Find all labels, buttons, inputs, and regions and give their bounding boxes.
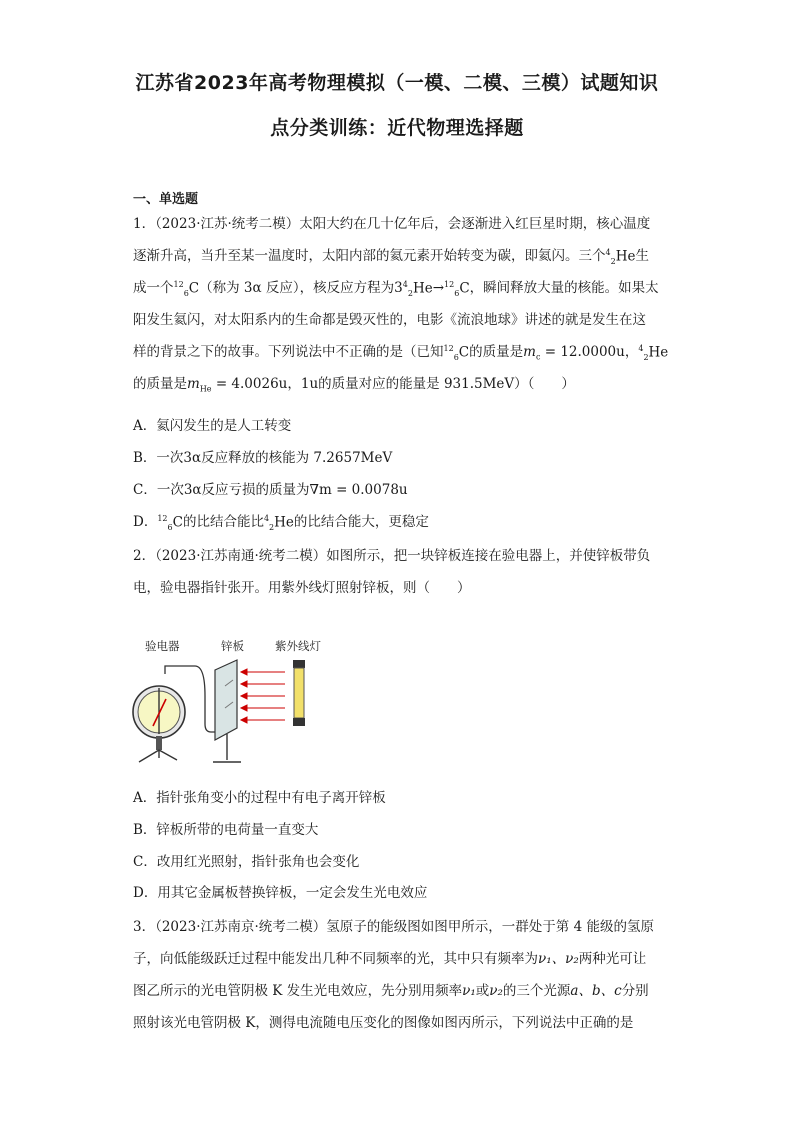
q1-line4: 阳发生氦闪，对太阳系内的生命都是毁灭性的，电影《流浪地球》讲述的就是发生在这: [133, 312, 646, 328]
q1-option-d: D．$^{12}_6$C的比结合能比$^4_2$He的比结合能大，更稳定: [133, 513, 429, 532]
reaction-equation: $3^4_2He\to^{12}_6C$: [394, 279, 470, 298]
document-title-line1: 江苏省2023年高考物理模拟（一模、二模、三模）试题知识: [135, 72, 659, 94]
q2-option-d: D．用其它金属板替换锌板，一定会发生光电效应: [133, 885, 428, 901]
q1-line6: 的质量是$m_{He} = 4.0026u$，1u的质量对应的能量是 931.5MeV）（ ）: [133, 376, 575, 394]
q1-option-a: A．氦闪发生的是人工转变: [133, 418, 292, 434]
q1-option-b: B．一次3α反应释放的核能为 7.2657MeV: [133, 450, 393, 466]
q1-line1: 1．（2023·江苏·统考二模）太阳大约在几十亿年后，会逐渐进入红巨星时期，核心温度: [133, 216, 651, 232]
figure-label-zinc-plate: 锌板: [221, 639, 244, 653]
q2-option-c: C．改用红光照射，指针张角也会变化: [133, 854, 360, 870]
q3-line4: 照射该光电管阴极 K，测得电流随电压变化的图像如图丙所示，下列说法中正确的是: [133, 1015, 634, 1031]
q1-line5: 样的背景之下的故事。下列说法中不正确的是（已知$^{12}_6$C的质量是$m_c = 12.0000u$，$^4_2$He: [133, 343, 669, 362]
document-title-line2: 点分类训练：近代物理选择题: [270, 117, 524, 139]
q1-option-c: C．一次3α反应亏损的质量为∇m = 0.0078u: [133, 482, 408, 498]
electroscope-figure: [125, 636, 340, 766]
q3-line2: 子，向低能级跃迁过程中能发出几种不同频率的光，其中只有频率为ν₁、ν₂两种光可让: [133, 951, 647, 967]
q3-line3: 图乙所示的光电管阴极 K 发生光电效应，先分别用频率ν₁或ν₂的三个光源a、b、c分别: [133, 983, 649, 999]
q2-line2: 电，验电器指针张开。用紫外线灯照射锌板，则（ ）: [133, 580, 471, 596]
q2-option-b: B．锌板所带的电荷量一直变大: [133, 822, 319, 838]
q1-line2: 逐渐升高，当升至某一温度时，太阳内部的氦元素开始转变为碳，即氦闪。三个$^4_2$He生: [133, 247, 649, 266]
q3-line1: 3．（2023·江苏南京·统考二模）氢原子的能级图如图甲所示，一群处于第 4 能级的氢原: [133, 919, 654, 935]
figure-label-electroscope: 验电器: [145, 639, 180, 653]
q1-line3: 成一个$^{12}_6$C（称为 3α 反应），核反应方程为$3^4_2He\to^{12}_6C$，瞬间释放大量的核能。如果太: [133, 279, 659, 298]
q2-option-a: A．指针张角变小的过程中有电子离开锌板: [133, 790, 386, 806]
section-heading: 一、单选题: [133, 192, 199, 207]
q2-line1: 2．（2023·江苏南通·统考二模）如图所示，把一块锌板连接在验电器上，并使锌板带负: [133, 548, 651, 564]
figure-label-uv-lamp: 紫外线灯: [275, 639, 321, 653]
